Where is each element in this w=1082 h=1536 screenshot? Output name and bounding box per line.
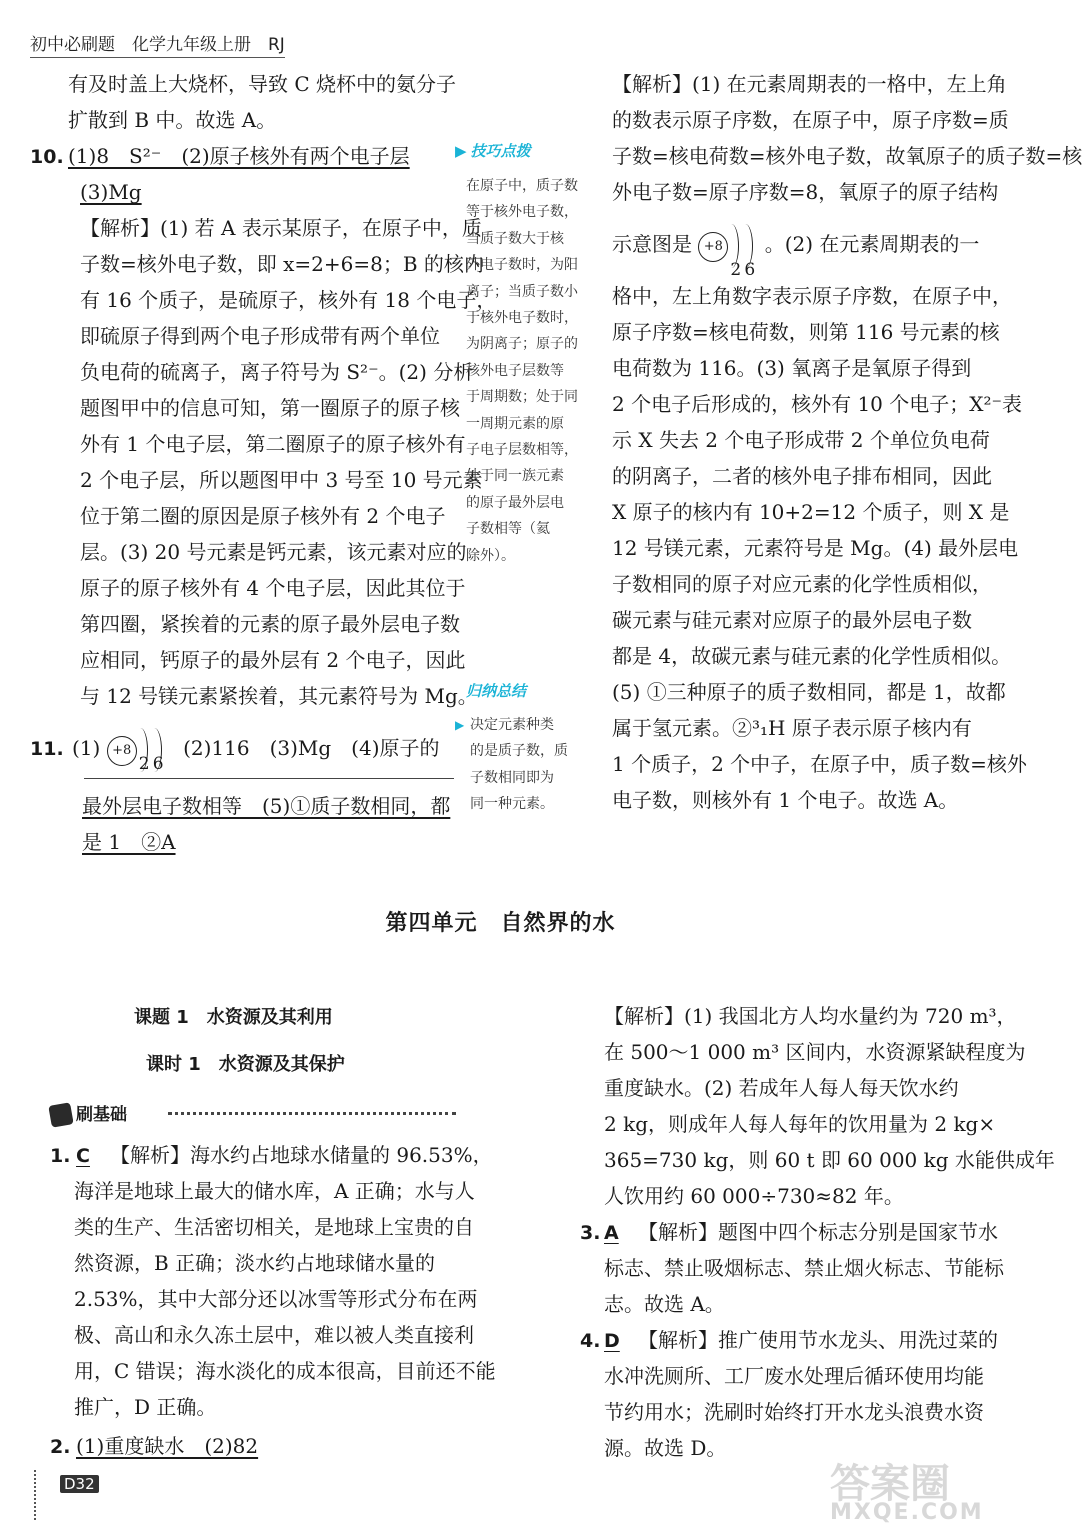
triangle-marker-icon: ▶	[455, 142, 467, 160]
text-line: 节约用水；洗刷时始终打开水龙头浪费水资	[604, 1400, 984, 1424]
text-line: 都是 4，故碳元素与硅元素的化学性质相似。	[612, 644, 1012, 668]
text-line: 的数表示原子序数，在原子中，原子序数=质	[612, 108, 1009, 132]
text-line: 用，C 错误；海水淡化的成本很高，目前还不能	[74, 1359, 496, 1383]
period-title: 课时 1 水资源及其保护	[146, 1054, 345, 1075]
text-line: 的阴离子，二者的核外电子排布相同，因此	[612, 464, 992, 488]
watermark-logo: 答案圈	[830, 1461, 950, 1507]
question-number: 11.	[30, 738, 64, 760]
text-line: 2 kg，则成年人每人每年的饮用量为 2 kg×	[604, 1112, 996, 1136]
dotted-divider	[168, 1112, 456, 1115]
question-10	[30, 138, 460, 210]
answer-choice: A	[604, 1222, 619, 1244]
answer-part: (2)116 (3)Mg (4)原子的	[183, 736, 440, 760]
question-number: 10.	[30, 146, 64, 168]
text-line: 人饮用约 60 000÷730≈82 年。	[604, 1184, 904, 1208]
text-line: 然资源，B 正确；淡水约占地球储水量的	[74, 1251, 436, 1275]
text-line: 志。故选 A。	[604, 1292, 725, 1316]
text-line: 外电子数=原子序数=8，氧原子的原子结构	[612, 180, 999, 204]
text-line: 子数=核外电子数，即 x=2+6=8；B 的核内	[80, 252, 484, 276]
text-line: X 原子的核内有 10+2=12 个质子，则 X 是	[612, 500, 1010, 524]
text-line: 层。(3) 20 号元素是钙元素，该元素对应的	[80, 540, 467, 564]
text-line: 原子序数=核电荷数，则第 116 号元素的核	[612, 320, 1000, 344]
electron-count: 2	[730, 259, 742, 280]
nucleus: +8	[107, 736, 137, 766]
text-line: 有及时盖上大烧杯，导致 C 烧杯中的氨分子	[68, 72, 457, 96]
running-header: 初中必刷题 化学九年级上册 RJ	[30, 30, 285, 58]
answer-part: (1)	[72, 736, 101, 760]
text-line: 【解析】题图中四个标志分别是国家节水	[638, 1220, 998, 1244]
tip-text: 在原子中，质子数 等于核外电子数， 当质子数大于核 外电子数时，为阳 离子；当质子数小 于核外电子数时， 为阴离子；原子的 核外电子层数等 于周期数；处于同 一周期元素的原 子电子层数相等， 处于同一族元素 的原子最外层电 子数相等（氦 除外）。	[466, 178, 578, 564]
text-line: 碳元素与硅元素对应原子的最外层电子数	[612, 608, 972, 632]
text-line: 原子的原子核外有 4 个电子层，因此其位于	[80, 576, 466, 600]
text-line: 负电荷的硫离子，离子符号为 S²⁻。(2) 分析	[80, 360, 474, 384]
question-11	[30, 724, 460, 860]
text-line: 子数相同的原子对应元素的化学性质相似，	[612, 572, 992, 596]
lesson-title: 课题 1 水资源及其利用	[134, 1007, 333, 1028]
text-line: 第四圈，紧挨着的元素的原子最外层电子数	[80, 612, 460, 636]
answer-line: (1)重度缺水 (2)82	[76, 1434, 259, 1458]
question-number: 1.	[50, 1145, 71, 1167]
text-line: 推广，D 正确。	[74, 1395, 217, 1419]
page-margin-marker	[34, 1470, 36, 1520]
text-line: 示 X 失去 2 个电子形成带 2 个单位负电荷	[612, 428, 990, 452]
text-line: 【解析】(1) 我国北方人均水量约为 720 m³，	[604, 1004, 1017, 1028]
text-line: 2 个电子后形成的，核外有 10 个电子；X²⁻表	[612, 392, 1023, 416]
text-line: 源。故选 D。	[604, 1436, 727, 1460]
text-line: 位于第二圈的原因是原子核外有 2 个电子	[80, 504, 446, 528]
electron-count: 2	[138, 753, 150, 774]
text-line: 海洋是地球上最大的储水库，A 正确；水与人	[74, 1179, 475, 1203]
question-number: 2.	[50, 1436, 71, 1458]
right-analysis	[612, 66, 1082, 818]
question-2-analysis	[604, 998, 1055, 1214]
text-line: 属于氢元素。②³₁H 原子表示原子核内有	[612, 716, 972, 740]
text-line: 365=730 kg，则 60 t 即 60 000 kg 水能供成年	[604, 1148, 1055, 1172]
text-line: 标志、禁止吸烟标志、禁止烟火标志、节能标	[604, 1256, 1004, 1280]
electron-count: 6	[152, 753, 164, 774]
text-line: 有 16 个质子，是硫原子，核外有 18 个电子，	[80, 288, 497, 312]
section-label-text: 刷基础	[76, 1105, 127, 1125]
summary-title: 归纳总结	[466, 682, 527, 700]
text-line: (5) ①三种原子的质子数相同，都是 1，故都	[612, 680, 1006, 704]
question-1	[50, 1137, 496, 1425]
answer-line: (3)Mg	[80, 180, 142, 204]
summary-text: 决定元素种类 的是质子数，质 子数相同即为 同一种元素。	[470, 717, 568, 813]
text-line: 【解析】(1) 若 A 表示某原子，在原子中，质	[80, 216, 482, 240]
electron-count: 6	[744, 259, 756, 280]
answer-line: (1)8 S²⁻ (2)原子核外有两个电子层	[68, 144, 410, 168]
question-2	[50, 1428, 460, 1464]
text-line: 【解析】(1) 在元素周期表的一格中，左上角	[612, 72, 1007, 96]
text-line: 2.53%，其中大部分还以冰雪等形式分布在两	[74, 1287, 478, 1311]
page-number: D32	[60, 1470, 99, 1494]
text-line: 子数=核电荷数=核外电子数，故氧原子的质子数=核	[612, 144, 1082, 168]
text-line: 电子数，则核外有 1 个电子。故选 A。	[612, 788, 959, 812]
text-line: 即硫原子得到两个电子形成带有两个单位	[80, 324, 440, 348]
text-line: 扩散到 B 中。故选 A。	[68, 108, 277, 132]
watermark-url: MXQE.COM	[830, 1500, 984, 1525]
text-line: 12 号镁元素，元素符号是 Mg。(4) 最外层电	[612, 536, 1019, 560]
text-line: 1 个质子，2 个中子，在原子中，质子数=核外	[612, 752, 1027, 776]
left-top-continuation	[68, 66, 468, 138]
answer-choice: C	[76, 1145, 90, 1167]
text-line: 电荷数为 116。(3) 氧离子是氧原子得到	[612, 356, 972, 380]
question-number: 3.	[580, 1222, 601, 1244]
text-line: 极、高山和永久冻土层中，难以被人类直接利	[74, 1323, 474, 1347]
unit-title: 第四单元 自然界的水	[385, 911, 616, 936]
answer-choice: D	[604, 1330, 620, 1352]
text-line: 水冲洗厕所、工厂废水处理后循环使用均能	[604, 1364, 984, 1388]
triangle-marker-icon: ▶	[455, 718, 465, 732]
text-line: 题图甲中的信息可知，第一圈原子的原子核	[80, 396, 460, 420]
text-line: 2 个电子层，所以题图甲中 3 号至 10 号元素	[80, 468, 483, 492]
question-3	[580, 1214, 1004, 1322]
text-line: 【解析】海水约占地球水储量的 96.53%，	[110, 1143, 493, 1167]
answer-underline	[84, 778, 454, 779]
text-line: 重度缺水。(2) 若成年人每人每天饮水约	[604, 1076, 959, 1100]
question-number: 4.	[580, 1330, 601, 1352]
text-line: 。(2) 在元素周期表的一	[764, 232, 980, 256]
text-line: 示意图是	[612, 232, 692, 256]
text-line: 与 12 号镁元素紧挨着，其元素符号为 Mg。	[80, 684, 478, 708]
text-line: 外有 1 个电子层，第二圈原子的原子核外有	[80, 432, 466, 456]
answer-line: 最外层电子数相等 (5)①质子数相同，都	[82, 794, 451, 818]
text-line: 格中，左上角数字表示原子序数，在原子中，	[612, 284, 1012, 308]
text-line: 应相同，钙原子的最外层有 2 个电子，因此	[80, 648, 466, 672]
text-line: 【解析】推广使用节水龙头、用洗过菜的	[638, 1328, 998, 1352]
text-line: 类的生产、生活密切相关，是地球上宝贵的自	[74, 1215, 474, 1239]
answer-line: 是 1 ②A	[82, 830, 176, 854]
nucleus: +8	[698, 232, 728, 262]
oxygen-atom-structure-diagram	[107, 734, 167, 774]
question-4	[580, 1322, 998, 1466]
tip-title: ▶ 技巧点拨	[455, 142, 531, 160]
oxygen-atom-structure-diagram	[698, 230, 758, 280]
text-line: 在 500～1 000 m³ 区间内，水资源紧缺程度为	[604, 1040, 1026, 1064]
brush-icon	[48, 1102, 73, 1127]
